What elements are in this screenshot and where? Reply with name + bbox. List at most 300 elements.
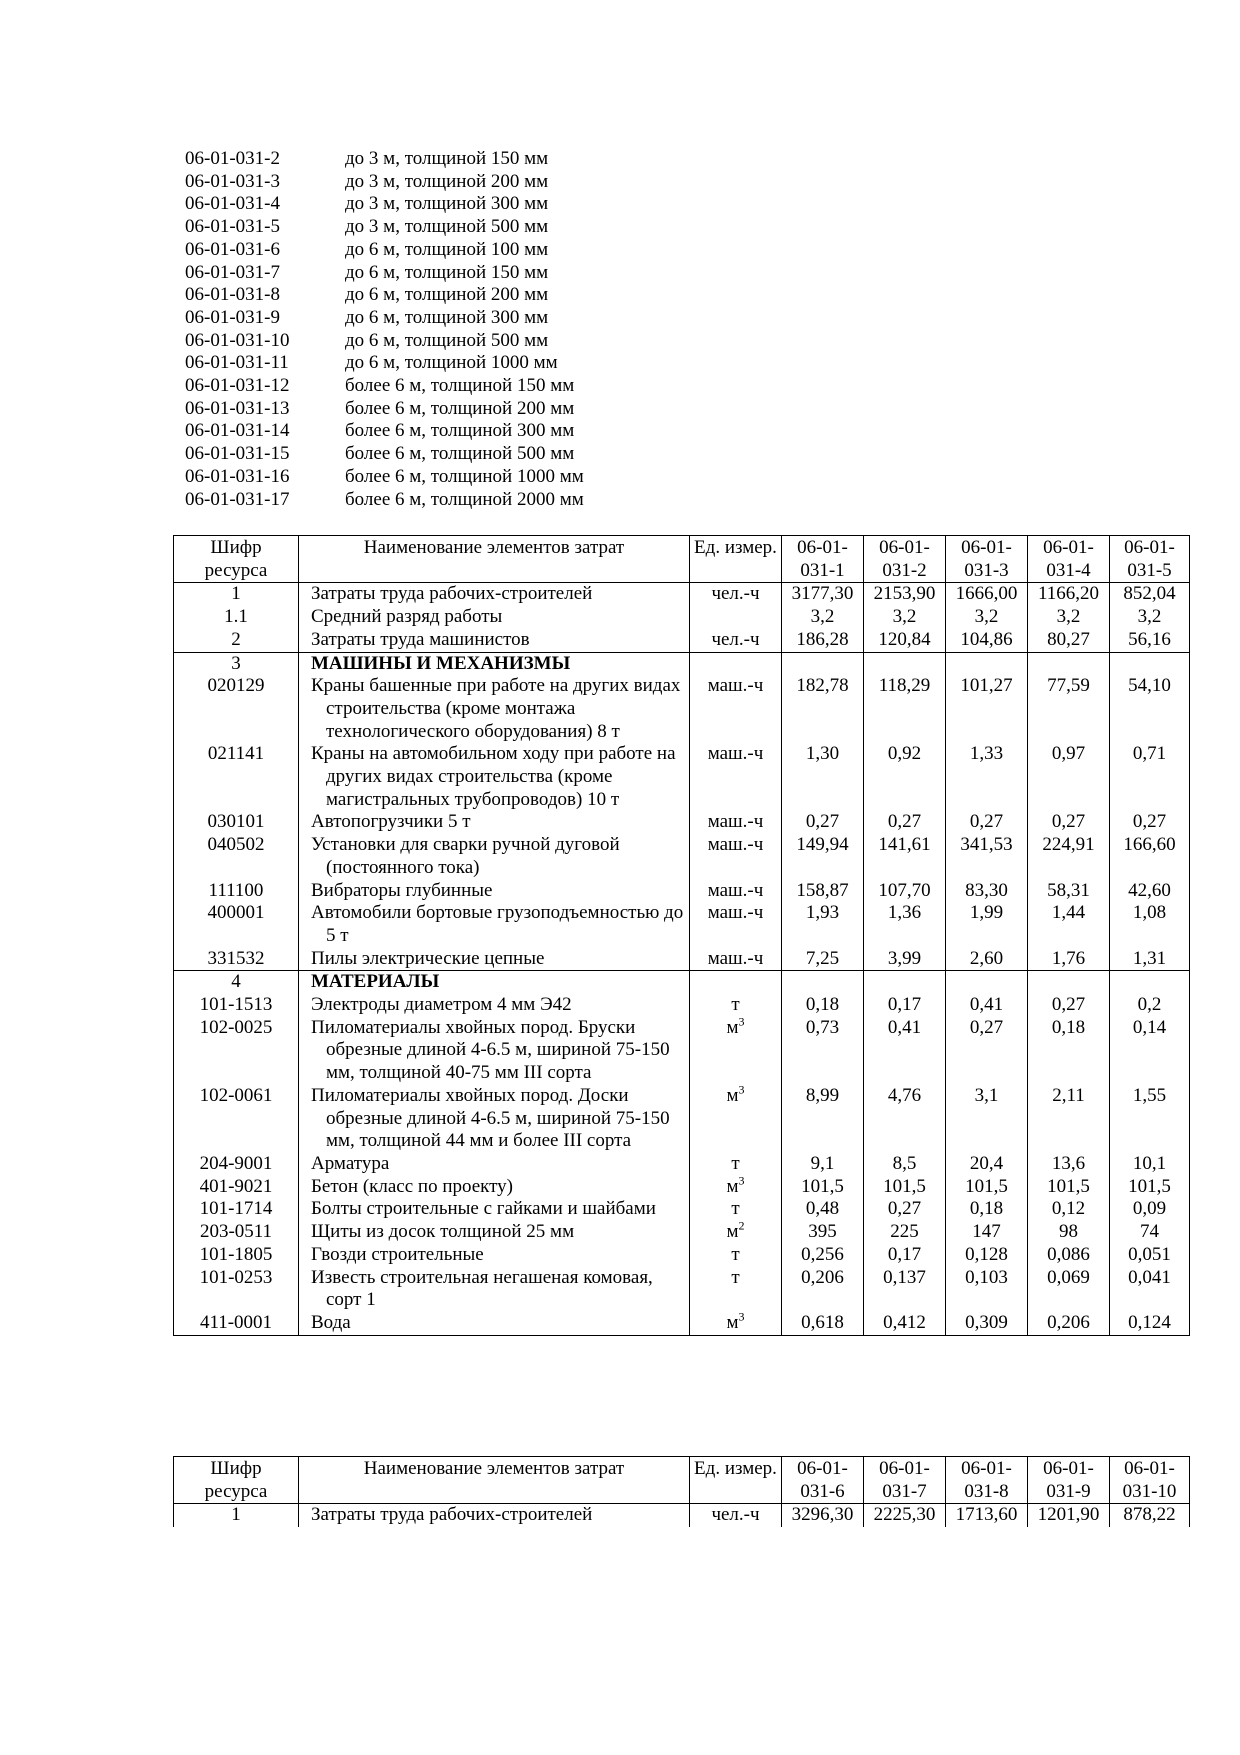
table-row xyxy=(174,583,1190,606)
cell-value: 0,27 xyxy=(864,1198,946,1221)
header-rate-code: 06-01-031-7 xyxy=(864,1457,946,1504)
cell-unit-text: т xyxy=(731,994,740,1016)
code-list-desc: до 6 м, толщиной 1000 мм xyxy=(345,352,558,374)
cell-code: 102-0025 xyxy=(174,1017,299,1085)
cell-value: 9,1 xyxy=(782,1153,864,1176)
cell-unit-text: чел.-ч xyxy=(711,628,760,650)
cell-name-text: Краны на автомобильном ходу при работе на других видах строительства (кроме магистральных трубопроводов) 10 т xyxy=(311,743,676,810)
cell-value: 147 xyxy=(946,1221,1028,1244)
cell-name xyxy=(299,994,690,1017)
cell-unit xyxy=(690,1218,782,1244)
cell-value: 0,27 xyxy=(782,811,864,834)
cell-value: 42,60 xyxy=(1110,880,1190,903)
header-rate-code: 06-01-031-5 xyxy=(1110,536,1190,583)
cell-value: 0,18 xyxy=(1028,1017,1110,1085)
code-list-item xyxy=(185,330,584,353)
cell-value: 104,86 xyxy=(946,629,1028,652)
cell-name-text: Установки для сварки ручной дуговой (постоянного тока) xyxy=(311,834,620,878)
cell-name-text: Автопогрузчики 5 т xyxy=(311,811,471,833)
cell-value: 0,27 xyxy=(864,811,946,834)
header-rate-code: 06-01-031-4 xyxy=(1028,536,1110,583)
cell-name-text: Краны башенные при работе на других видах строительства (кроме монтажа технологического оборудования) 8 т xyxy=(311,675,681,742)
table-row xyxy=(174,606,1190,629)
cell-value: 101,5 xyxy=(946,1176,1028,1199)
cell-value: 0,051 xyxy=(1110,1244,1190,1267)
cell-unit-sup: 3 xyxy=(738,1014,745,1029)
cell-value: 0,17 xyxy=(864,1244,946,1267)
cell-value: 141,61 xyxy=(864,834,946,879)
cell-value xyxy=(1028,652,1110,675)
cell-value: 1,36 xyxy=(864,902,946,947)
cell-value: 0,09 xyxy=(1110,1198,1190,1221)
table-row xyxy=(174,1312,1190,1335)
cell-code: 204-9001 xyxy=(174,1153,299,1176)
cell-value: 74 xyxy=(1110,1221,1190,1244)
table-row xyxy=(174,834,1190,879)
cell-name xyxy=(299,629,690,652)
code-list-desc: до 6 м, толщиной 300 мм xyxy=(345,306,549,328)
cell-name xyxy=(299,1153,690,1176)
cell-unit-text: м xyxy=(726,1175,739,1197)
code-list-desc: более 6 м, толщиной 200 мм xyxy=(345,397,575,419)
cell-value: 3,2 xyxy=(1028,606,1110,629)
cell-value: 0,27 xyxy=(946,811,1028,834)
cell-value: 0,48 xyxy=(782,1198,864,1221)
code-list-desc: до 6 м, толщиной 500 мм xyxy=(345,329,549,351)
cell-code: 1 xyxy=(174,1504,299,1527)
header-rate-code: 06-01-031-9 xyxy=(1028,1457,1110,1504)
code-list-item xyxy=(185,352,584,375)
cell-value: 0,128 xyxy=(946,1244,1028,1267)
cell-name xyxy=(299,675,690,743)
code-list-desc: до 3 м, толщиной 300 мм xyxy=(345,193,549,215)
cell-unit xyxy=(690,606,782,629)
cell-unit-text: м xyxy=(726,1221,739,1243)
codes-list xyxy=(185,148,584,511)
cell-value: 0,27 xyxy=(1028,811,1110,834)
cell-name-text: Средний разряд работы xyxy=(311,606,503,628)
resource-table-1 xyxy=(173,535,1190,1336)
cell-code: 102-0061 xyxy=(174,1085,299,1153)
cell-value: 0,412 xyxy=(864,1312,946,1335)
table-row xyxy=(174,629,1190,652)
header-code: Шифр ресурса xyxy=(174,1457,299,1504)
table-row xyxy=(174,902,1190,947)
cell-value: 0,069 xyxy=(1028,1267,1110,1312)
table-header xyxy=(174,1457,1190,1504)
cell-value: 0,71 xyxy=(1110,743,1190,811)
code-list-item xyxy=(185,239,584,262)
cell-value: 118,29 xyxy=(864,675,946,743)
cell-value xyxy=(864,652,946,675)
cell-unit xyxy=(690,1014,782,1085)
code-list-item xyxy=(185,443,584,466)
cell-unit xyxy=(690,629,782,652)
code-list-desc: до 3 м, толщиной 500 мм xyxy=(345,216,549,238)
cell-value: 166,60 xyxy=(1110,834,1190,879)
table-row xyxy=(174,880,1190,903)
cell-value: 0,206 xyxy=(782,1267,864,1312)
cell-name xyxy=(299,811,690,834)
cell-name xyxy=(299,1312,690,1335)
cell-unit xyxy=(690,1504,782,1527)
cell-unit xyxy=(690,1309,782,1335)
code-list-code: 06-01-031-6 xyxy=(185,238,280,260)
cell-value: 0,041 xyxy=(1110,1267,1190,1312)
header-rate-code: 06-01-031-2 xyxy=(864,536,946,583)
cell-code: 411-0001 xyxy=(174,1312,299,1335)
cell-value: 0,97 xyxy=(1028,743,1110,811)
cell-value: 2,60 xyxy=(946,948,1028,971)
table-row xyxy=(174,1153,1190,1176)
cell-value: 0,2 xyxy=(1110,994,1190,1017)
cell-value: 852,04 xyxy=(1110,583,1190,606)
cell-name-text: Бетон (класс по проекту) xyxy=(311,1175,514,1197)
cell-value: 0,086 xyxy=(1028,1244,1110,1267)
cell-code: 101-0253 xyxy=(174,1267,299,1312)
cell-value: 7,25 xyxy=(782,948,864,971)
cell-code: 020129 xyxy=(174,675,299,743)
cell-value: 0,92 xyxy=(864,743,946,811)
cell-value xyxy=(1110,652,1190,675)
cell-value: 2153,90 xyxy=(864,583,946,606)
cell-name-text: Затраты труда рабочих-строителей xyxy=(311,1504,593,1526)
cell-name-text: Автомобили бортовые грузоподъемностью до 5 т xyxy=(311,902,684,946)
cell-value: 2,11 xyxy=(1028,1085,1110,1153)
header-code: Шифр ресурса xyxy=(174,536,299,583)
cell-value: 1,31 xyxy=(1110,948,1190,971)
cell-code: 401-9021 xyxy=(174,1176,299,1199)
cell-unit-sup: 3 xyxy=(738,1082,745,1097)
cell-value: 2225,30 xyxy=(864,1504,946,1527)
cell-unit xyxy=(690,675,782,743)
cell-value xyxy=(1110,971,1190,994)
cell-value: 0,27 xyxy=(1028,994,1110,1017)
code-list-desc: более 6 м, толщиной 300 мм xyxy=(345,420,575,442)
table-body xyxy=(174,1504,1190,1527)
cell-unit-text: т xyxy=(731,1243,740,1265)
cell-name-text: Пиломатериалы хвойных пород. Бруски обрезные длиной 4-6.5 м, шириной 75-150 мм, толщиной 40-75 мм III сорта xyxy=(311,1016,670,1084)
table-row xyxy=(174,948,1190,971)
cell-value: 0,124 xyxy=(1110,1312,1190,1335)
cell-value xyxy=(946,971,1028,994)
cell-code: 203-0511 xyxy=(174,1221,299,1244)
cell-unit-text: маш.-ч xyxy=(707,675,764,697)
cell-value: 1,33 xyxy=(946,743,1028,811)
code-list-item xyxy=(185,193,584,216)
cell-value: 0,256 xyxy=(782,1244,864,1267)
code-list-code: 06-01-031-16 xyxy=(185,465,290,487)
cell-name-text: МАТЕРИАЛЫ xyxy=(311,971,440,993)
cell-value: 1,55 xyxy=(1110,1085,1190,1153)
cell-value: 101,5 xyxy=(864,1176,946,1199)
table-row xyxy=(174,1267,1190,1312)
cell-name-text: Пиломатериалы хвойных пород. Доски обрезные длиной 4-6.5 м, шириной 75-150 мм, толщиной 44 мм и более III сорта xyxy=(311,1084,670,1152)
cell-value: 0,618 xyxy=(782,1312,864,1335)
code-list-desc: до 6 м, толщиной 150 мм xyxy=(345,261,549,283)
cell-value: 101,27 xyxy=(946,675,1028,743)
cell-value: 0,309 xyxy=(946,1312,1028,1335)
cell-name xyxy=(299,880,690,903)
cell-unit-text: м xyxy=(726,1084,739,1106)
cell-unit-text: маш.-ч xyxy=(707,902,764,924)
cell-value: 1666,00 xyxy=(946,583,1028,606)
cell-unit-text: маш.-ч xyxy=(707,879,764,901)
code-list-item xyxy=(185,420,584,443)
code-list-desc: до 6 м, толщиной 200 мм xyxy=(345,284,549,306)
cell-unit xyxy=(690,652,782,675)
cell-value: 98 xyxy=(1028,1221,1110,1244)
cell-unit-text: т xyxy=(731,1266,740,1288)
cell-value: 224,91 xyxy=(1028,834,1110,879)
table-row xyxy=(174,1176,1190,1199)
cell-value: 0,73 xyxy=(782,1017,864,1085)
cell-unit-text: маш.-ч xyxy=(707,743,764,765)
cell-unit-text: т xyxy=(731,1152,740,1174)
table-row xyxy=(174,1085,1190,1153)
code-list-code: 06-01-031-14 xyxy=(185,420,290,442)
header-unit: Ед. измер. xyxy=(690,1457,782,1504)
cell-name-text: Пилы электрические цепные xyxy=(311,947,545,969)
cell-name xyxy=(299,1176,690,1199)
cell-code: 111100 xyxy=(174,880,299,903)
cell-value: 3,2 xyxy=(946,606,1028,629)
code-list-item xyxy=(185,284,584,307)
cell-value: 0,17 xyxy=(864,994,946,1017)
code-list-code: 06-01-031-7 xyxy=(185,261,280,283)
code-list-code: 06-01-031-5 xyxy=(185,216,280,238)
cell-unit-text: м xyxy=(726,1016,739,1038)
cell-value: 878,22 xyxy=(1110,1504,1190,1527)
cell-unit xyxy=(690,880,782,903)
cell-name xyxy=(299,1017,690,1085)
cell-value: 341,53 xyxy=(946,834,1028,879)
cell-value: 10,1 xyxy=(1110,1153,1190,1176)
cell-unit-text: маш.-ч xyxy=(707,811,764,833)
cell-value: 0,14 xyxy=(1110,1017,1190,1085)
code-list-code: 06-01-031-17 xyxy=(185,488,290,510)
cell-value: 54,10 xyxy=(1110,675,1190,743)
cell-name-text: Болты строительные с гайками и шайбами xyxy=(311,1198,656,1220)
code-list-item xyxy=(185,148,584,171)
cell-name xyxy=(299,1198,690,1221)
code-list-code: 06-01-031-3 xyxy=(185,170,280,192)
cell-code: 101-1714 xyxy=(174,1198,299,1221)
cell-value: 1,99 xyxy=(946,902,1028,947)
cell-value: 3,99 xyxy=(864,948,946,971)
cell-unit xyxy=(690,743,782,811)
table-row xyxy=(174,675,1190,743)
cell-code: 1 xyxy=(174,583,299,606)
cell-name-text: Известь строительная негашеная комовая, сорт 1 xyxy=(311,1266,653,1311)
header-rate-code: 06-01-031-6 xyxy=(782,1457,864,1504)
cell-value: 107,70 xyxy=(864,880,946,903)
cell-value: 149,94 xyxy=(782,834,864,879)
cell-value: 1,44 xyxy=(1028,902,1110,947)
code-list-code: 06-01-031-10 xyxy=(185,329,290,351)
cell-value: 0,18 xyxy=(946,1198,1028,1221)
cell-name-text: Вибраторы глубинные xyxy=(311,879,493,901)
cell-unit xyxy=(690,971,782,994)
cell-code: 2 xyxy=(174,629,299,652)
code-list-code: 06-01-031-12 xyxy=(185,375,290,397)
resource-table-2 xyxy=(173,1456,1190,1527)
cell-value: 1166,20 xyxy=(1028,583,1110,606)
cell-value: 3,2 xyxy=(864,606,946,629)
cell-value: 1201,90 xyxy=(1028,1504,1110,1527)
cell-name-text: Затраты труда машинистов xyxy=(311,628,530,650)
cell-value: 56,16 xyxy=(1110,629,1190,652)
cell-unit xyxy=(690,1267,782,1312)
cell-name-text: Затраты труда рабочих-строителей xyxy=(311,583,593,605)
cell-value xyxy=(782,652,864,675)
cell-unit xyxy=(690,1173,782,1199)
cell-name xyxy=(299,1085,690,1153)
cell-code: 030101 xyxy=(174,811,299,834)
table-row xyxy=(174,1244,1190,1267)
cell-name xyxy=(299,606,690,629)
code-list-item xyxy=(185,489,584,512)
cell-value: 3,2 xyxy=(1110,606,1190,629)
cell-unit-sup: 3 xyxy=(738,1309,745,1324)
cell-value xyxy=(864,971,946,994)
cell-value: 3,2 xyxy=(782,606,864,629)
cell-unit-text: чел.-ч xyxy=(711,583,760,605)
cell-name-text: Электроды диаметром 4 мм Э42 xyxy=(311,994,572,1016)
code-list-desc: до 6 м, толщиной 100 мм xyxy=(345,238,549,260)
cell-value: 0,41 xyxy=(864,1017,946,1085)
table-row xyxy=(174,1221,1190,1244)
code-list-desc: более 6 м, толщиной 500 мм xyxy=(345,443,575,465)
header-name: Наименование элементов затрат xyxy=(299,536,690,583)
cell-value: 0,27 xyxy=(946,1017,1028,1085)
cell-value: 182,78 xyxy=(782,675,864,743)
cell-value: 13,6 xyxy=(1028,1153,1110,1176)
cell-unit-text: маш.-ч xyxy=(707,947,764,969)
table-row xyxy=(174,994,1190,1017)
code-list-code: 06-01-031-8 xyxy=(185,284,280,306)
code-list-desc: до 3 м, толщиной 200 мм xyxy=(345,170,549,192)
cell-code: 1.1 xyxy=(174,606,299,629)
cell-value: 1,93 xyxy=(782,902,864,947)
cell-name xyxy=(299,1221,690,1244)
cell-name-text: Щиты из досок толщиной 25 мм xyxy=(311,1221,575,1243)
cell-name-text: Гвозди строительные xyxy=(311,1243,484,1265)
cell-value: 3296,30 xyxy=(782,1504,864,1527)
cell-unit xyxy=(690,994,782,1017)
cell-unit xyxy=(690,583,782,606)
cell-value: 8,5 xyxy=(864,1153,946,1176)
cell-value: 395 xyxy=(782,1221,864,1244)
code-list-code: 06-01-031-4 xyxy=(185,193,280,215)
cell-name-text: Вода xyxy=(311,1311,351,1333)
cell-unit xyxy=(690,1198,782,1221)
cell-unit xyxy=(690,811,782,834)
table-row xyxy=(174,1504,1190,1527)
code-list-item xyxy=(185,466,584,489)
cell-name xyxy=(299,583,690,606)
cell-value: 58,31 xyxy=(1028,880,1110,903)
cell-unit xyxy=(690,834,782,879)
code-list-item xyxy=(185,375,584,398)
code-list-desc: более 6 м, толщиной 2000 мм xyxy=(345,488,584,510)
header-rate-code: 06-01-031-3 xyxy=(946,536,1028,583)
code-list-code: 06-01-031-15 xyxy=(185,443,290,465)
code-list-desc: более 6 м, толщиной 150 мм xyxy=(345,375,575,397)
cell-value: 1,76 xyxy=(1028,948,1110,971)
cell-value: 0,103 xyxy=(946,1267,1028,1312)
cell-name-text: МАШИНЫ И МЕХАНИЗМЫ xyxy=(311,652,571,674)
cell-value: 158,87 xyxy=(782,880,864,903)
cell-value xyxy=(782,971,864,994)
header-name: Наименование элементов затрат xyxy=(299,1457,690,1504)
cell-code: 4 xyxy=(174,971,299,994)
cell-value: 120,84 xyxy=(864,629,946,652)
table-row xyxy=(174,811,1190,834)
cell-value xyxy=(1028,971,1110,994)
cell-name xyxy=(299,1244,690,1267)
cell-name xyxy=(299,743,690,811)
header-rate-code: 06-01-031-10 xyxy=(1110,1457,1190,1504)
code-list-item xyxy=(185,262,584,285)
cell-code: 3 xyxy=(174,652,299,675)
cell-value: 80,27 xyxy=(1028,629,1110,652)
cell-code: 101-1805 xyxy=(174,1244,299,1267)
cell-value: 0,41 xyxy=(946,994,1028,1017)
header-rate-code: 06-01-031-1 xyxy=(782,536,864,583)
cell-unit-text: м xyxy=(726,1311,739,1333)
table-body xyxy=(174,583,1190,1335)
code-list-item xyxy=(185,398,584,421)
cell-name xyxy=(299,1267,690,1312)
cell-value: 8,99 xyxy=(782,1085,864,1153)
table-header xyxy=(174,536,1190,583)
cell-value: 225 xyxy=(864,1221,946,1244)
cell-code: 021141 xyxy=(174,743,299,811)
cell-value: 101,5 xyxy=(782,1176,864,1199)
cell-value: 101,5 xyxy=(1110,1176,1190,1199)
cell-value: 77,59 xyxy=(1028,675,1110,743)
cell-value: 4,76 xyxy=(864,1085,946,1153)
cell-value: 3,1 xyxy=(946,1085,1028,1153)
cell-value: 1,30 xyxy=(782,743,864,811)
header-row xyxy=(174,536,1190,583)
cell-name xyxy=(299,902,690,947)
code-list-code: 06-01-031-2 xyxy=(185,148,280,169)
code-list-code: 06-01-031-11 xyxy=(185,352,289,374)
cell-name-text: Арматура xyxy=(311,1152,390,1174)
cell-code: 040502 xyxy=(174,834,299,879)
cell-code: 101-1513 xyxy=(174,994,299,1017)
cell-unit-text: маш.-ч xyxy=(707,834,764,856)
cell-unit xyxy=(690,948,782,971)
cell-value: 0,12 xyxy=(1028,1198,1110,1221)
table-row xyxy=(174,1198,1190,1221)
cell-value: 1,08 xyxy=(1110,902,1190,947)
cell-unit xyxy=(690,1082,782,1153)
table-row xyxy=(174,971,1190,994)
cell-name xyxy=(299,1504,690,1527)
cell-code: 331532 xyxy=(174,948,299,971)
table-row xyxy=(174,1017,1190,1085)
cell-value: 101,5 xyxy=(1028,1176,1110,1199)
cell-unit xyxy=(690,1244,782,1267)
cell-name xyxy=(299,652,690,675)
header-unit: Ед. измер. xyxy=(690,536,782,583)
code-list-item xyxy=(185,216,584,239)
cell-code: 400001 xyxy=(174,902,299,947)
cell-unit xyxy=(690,902,782,947)
